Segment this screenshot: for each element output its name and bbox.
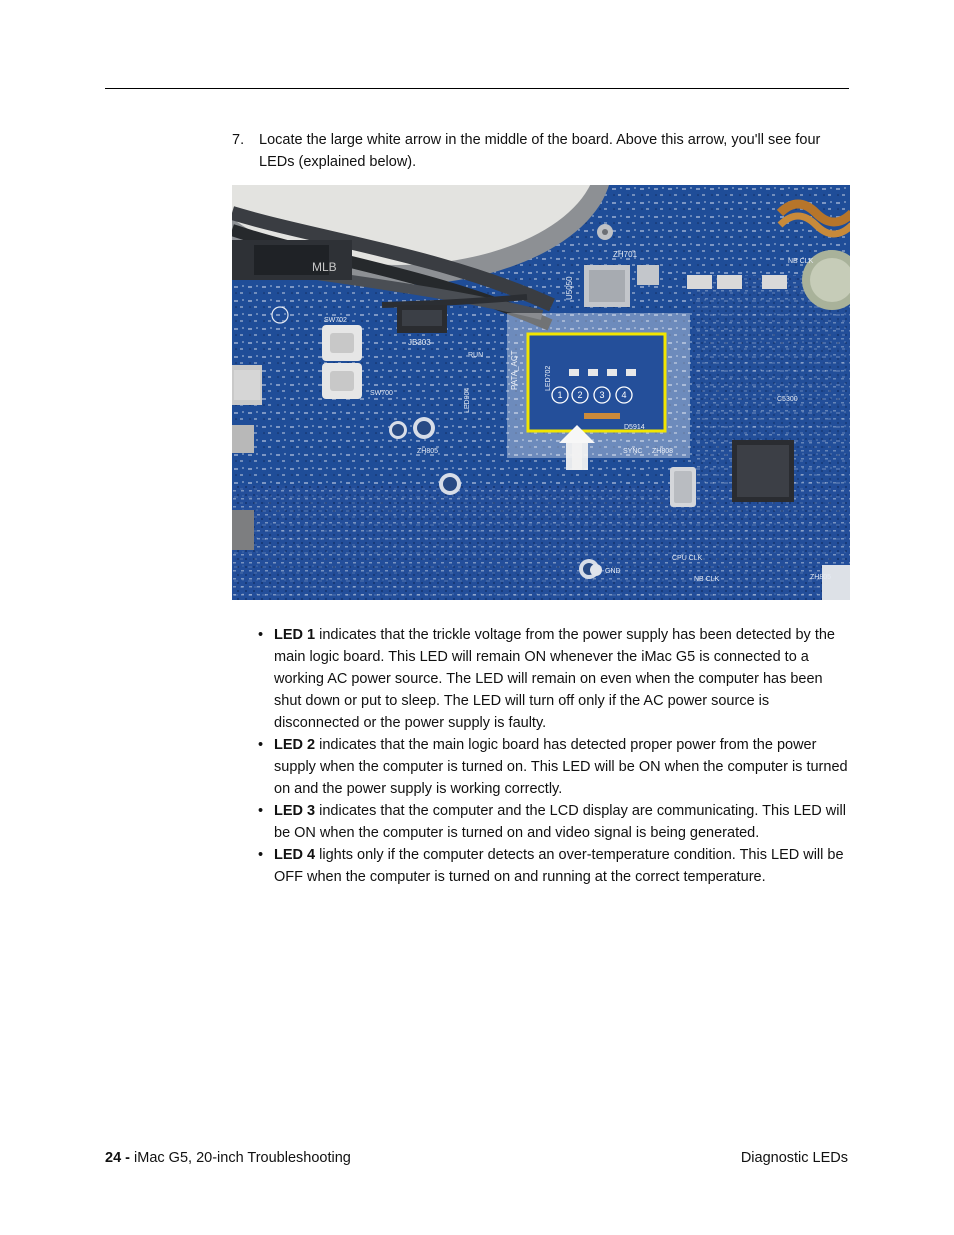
led-2-label: LED 2 xyxy=(274,737,316,753)
led-1-text: indicates that the trickle voltage from the power supply has been detected by the main logic board. This LED will remain ON whenever the iMac G5 is connected to a working AC power source. The LED will remain on even when the computer has been shut down or put to sleep. The LED will turn off only if the AC power source is disconnected or the power supply is faulty. xyxy=(274,627,835,731)
led-number: 1 xyxy=(557,390,563,400)
silk-label: GND xyxy=(605,568,621,575)
led-3-description: • LED 3 indicates that the computer and the LCD display are communicating. This LED will be ON when the computer is turned on and video signal is being generated. xyxy=(258,803,846,841)
led-number: 3 xyxy=(599,390,605,400)
silk-label: ZH808 xyxy=(652,448,674,455)
silk-label: SW700 xyxy=(370,390,393,397)
silk-label: ZH701 xyxy=(613,250,638,259)
header-rule xyxy=(105,88,849,89)
led-4-label: LED 4 xyxy=(274,847,316,863)
silk-label: SYNC xyxy=(623,448,643,455)
logic-board-photo xyxy=(232,185,850,600)
silk-label: LED904 xyxy=(464,387,471,413)
silk-label: U5050 xyxy=(565,276,574,300)
silk-label: PATA_ACT xyxy=(510,350,519,390)
silk-label: MLB xyxy=(312,260,337,274)
silk-label: RUN xyxy=(468,352,484,359)
led-number: 4 xyxy=(621,390,627,400)
step-number: 7. xyxy=(232,132,245,148)
footer-section-title: Diagnostic LEDs xyxy=(740,1150,848,1166)
led-number: 2 xyxy=(577,390,583,400)
led-3-text: indicates that the computer and the LCD display are communicating. This LED will be ON when the computer is turned on and video signal is being generated. xyxy=(274,803,846,841)
footer-page-info xyxy=(105,1150,351,1166)
silk-label: ZH805 xyxy=(810,574,832,581)
silk-label: LED702 xyxy=(545,365,552,391)
silk-label: SW702 xyxy=(324,317,347,324)
led-2-description: • LED 2 indicates that the main logic board has detected proper power from the power supply when the computer is turned on. This LED will be ON when the computer is turned on and the power supply is working correctly. xyxy=(258,737,848,797)
led-3-label: LED 3 xyxy=(274,803,316,819)
led-4-text: lights only if the computer detects an over-temperature condition. This LED will be OFF when the computer is turned on and running at the correct temperature. xyxy=(274,847,844,885)
led-4-description: • LED 4 lights only if the computer detects an over-temperature condition. This LED will be OFF when the computer is turned on and running at the correct temperature. xyxy=(258,847,844,885)
silk-label: C5300 xyxy=(777,396,798,403)
silk-label: NB CLK xyxy=(788,258,814,265)
document-title: iMac G5, 20-inch Troubleshooting xyxy=(130,1150,351,1166)
silk-label: D5914 xyxy=(624,424,645,431)
silk-label: ZH805 xyxy=(417,448,439,455)
silk-label: NB CLK xyxy=(694,576,720,583)
step-7 xyxy=(232,130,842,173)
led-1-description: • LED 1 indicates that the trickle voltage from the power supply has been detected by the main logic board. This LED will remain ON whenever the iMac G5 is connected to a working AC power source. The LED will remain on even when the computer has been shut down or put to sleep. The LED will turn off only if the AC power source is disconnected or the power supply is faulty. xyxy=(258,627,835,731)
step-text: Locate the large white arrow in the middle of the board. Above this arrow, you'll see four LEDs (explained below). xyxy=(259,132,821,170)
led-2-text: indicates that the main logic board has detected proper power from the power supply when the computer is turned on. This LED will be ON when the computer is turned on and the power supply is working correctly. xyxy=(274,737,848,797)
silk-label: CPU CLK xyxy=(672,555,703,562)
led-1-label: LED 1 xyxy=(274,627,316,643)
led-descriptions xyxy=(258,624,848,888)
silk-label: JB303 xyxy=(408,338,431,347)
page-number: 24 - xyxy=(105,1150,130,1166)
